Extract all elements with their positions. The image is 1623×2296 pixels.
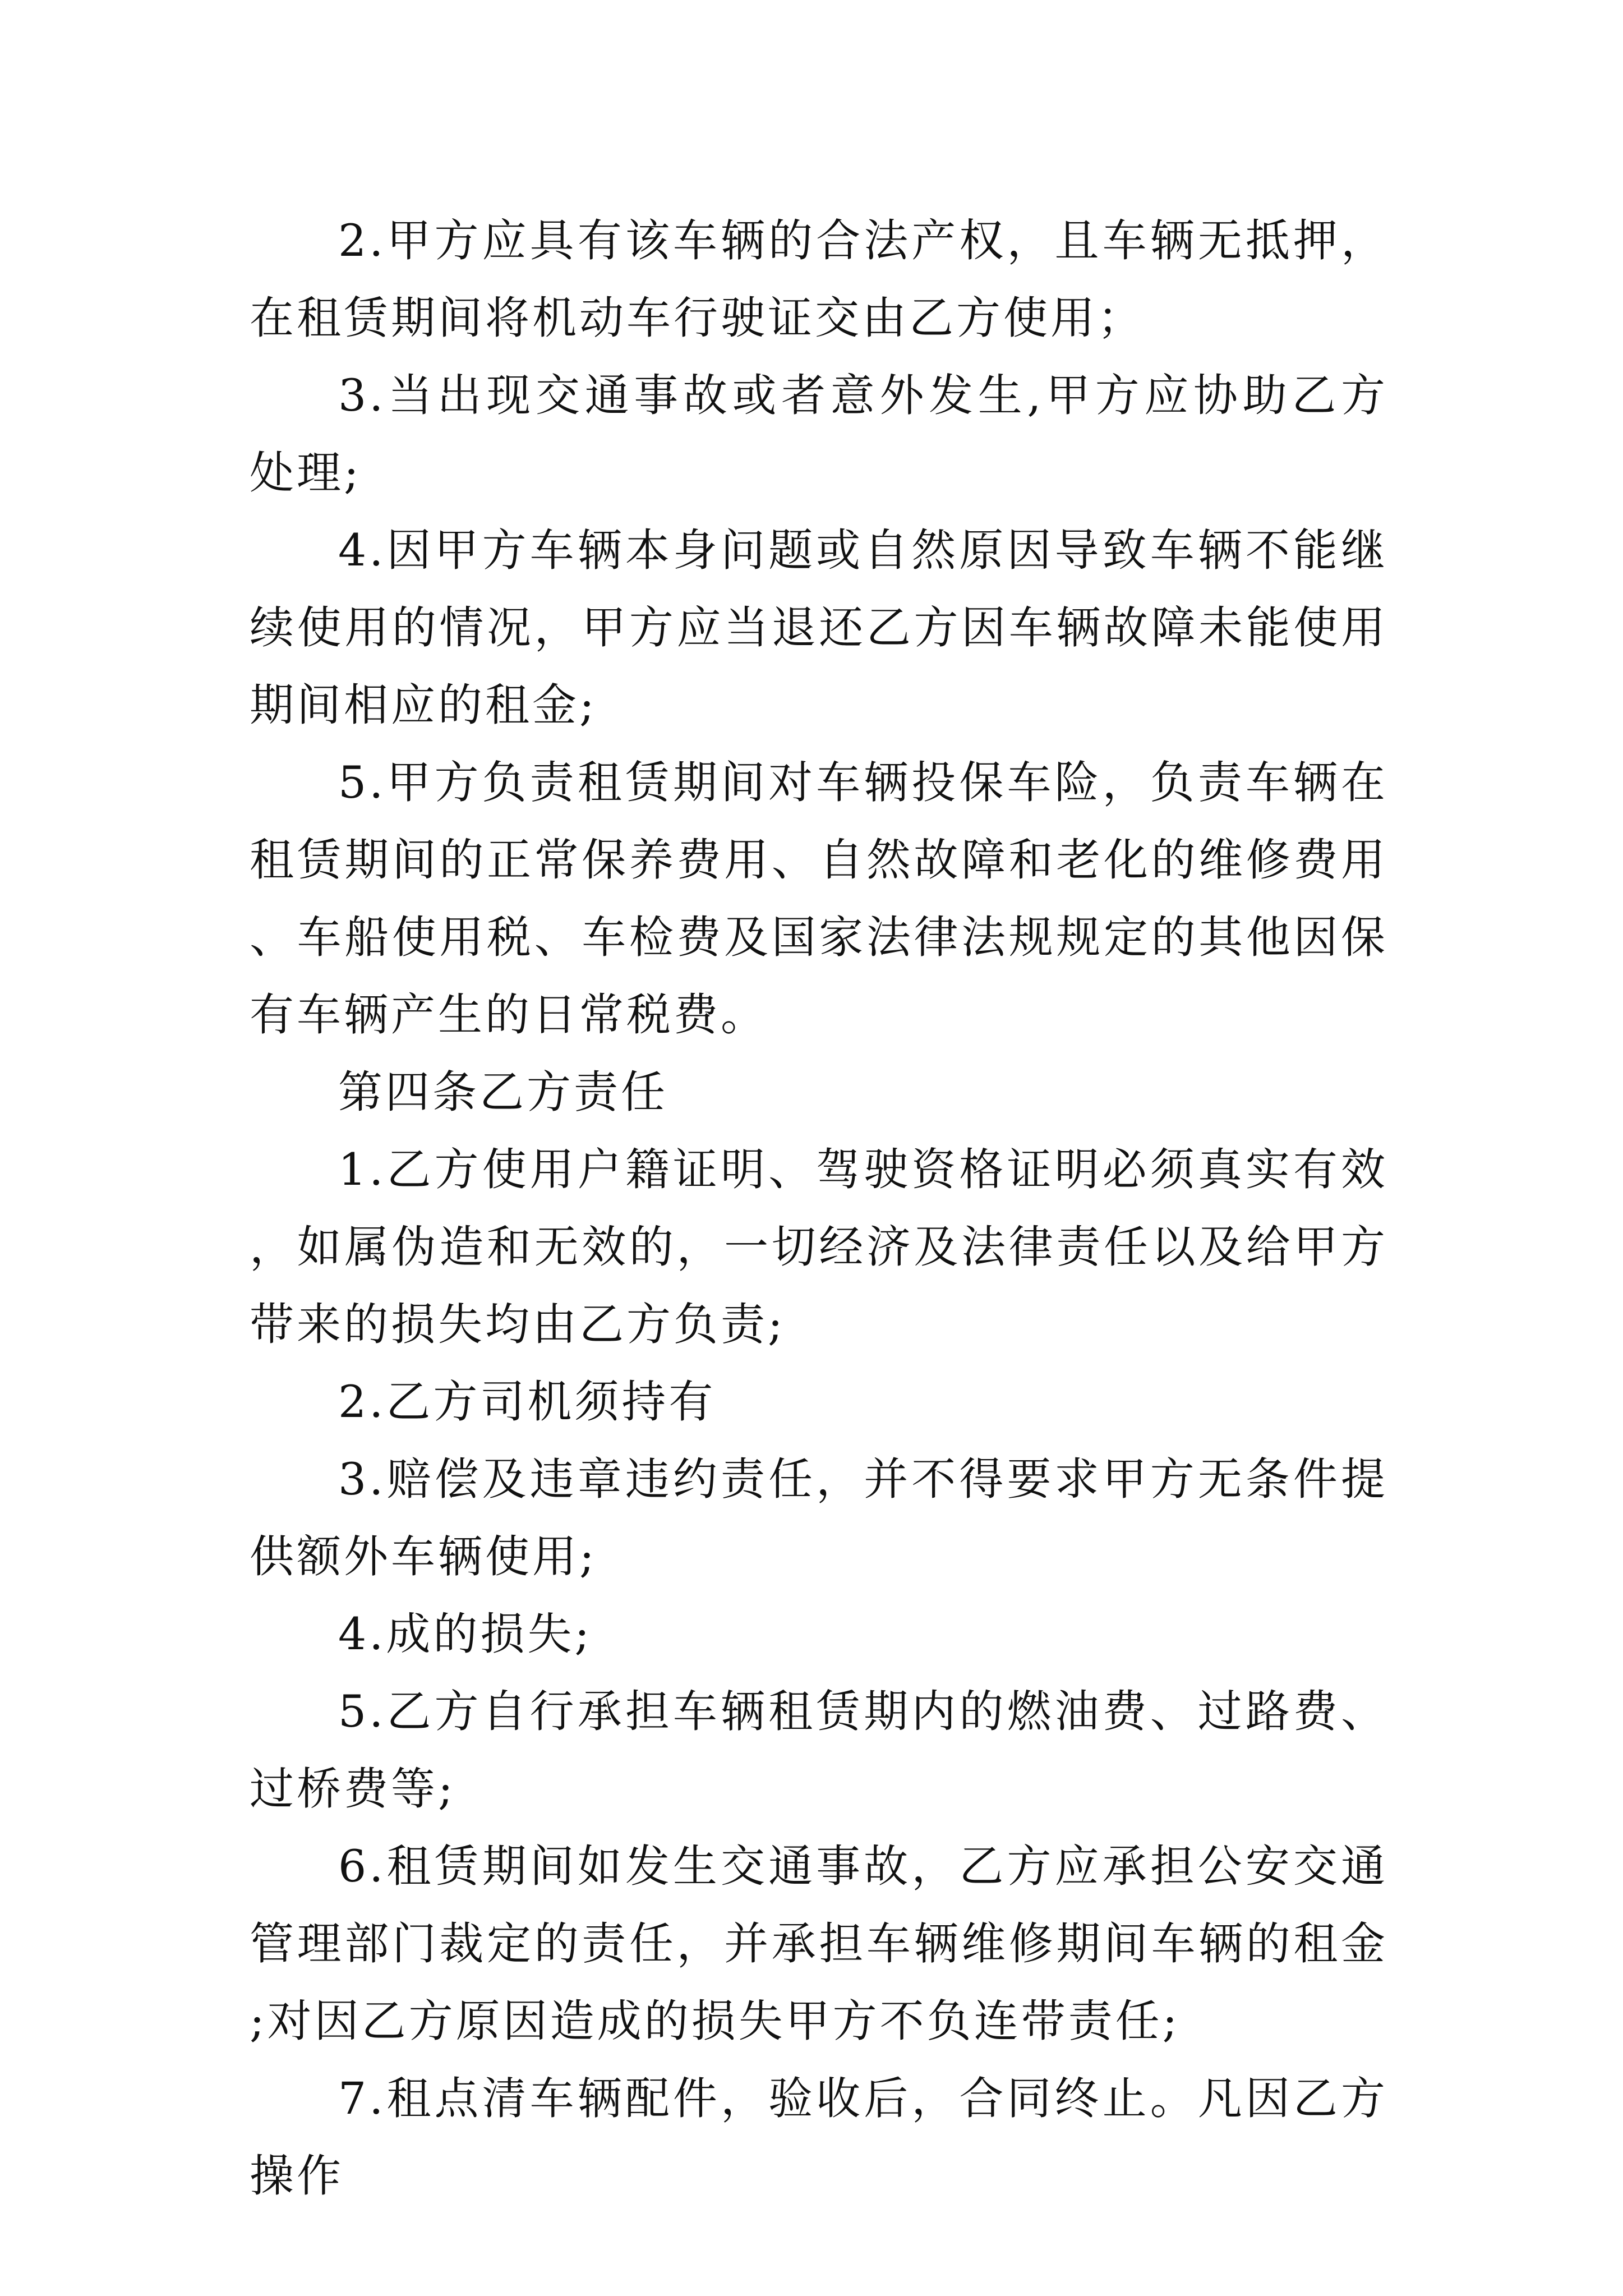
clause-paragraph-lessee-7: 7.租点清车辆配件，验收后，合同终止。凡因乙方操作	[250, 2073, 1388, 2202]
clause-paragraph-lessor-5: 5.甲方负责租赁期间对车辆投保车险，负责车辆在租赁期间的正常保养费用、自然故障和老化的维修费用、车船使用税、车检费及国家法律法规规定的其他因保有车辆产生的日常税费。	[250, 757, 1388, 1041]
clause-paragraph-lessee-1: 1.乙方使用户籍证明、驾驶资格证明必须真实有效，如属伪造和无效的，一切经济及法律责任以及给甲方带来的损失均由乙方负责;	[250, 1144, 1388, 1350]
clause-paragraph-lessor-4: 4.因甲方车辆本身问题或自然原因导致车辆不能继续使用的情况，甲方应当退还乙方因车辆故障未能使用期间相应的租金;	[250, 524, 1388, 731]
clause-paragraph-lessor-3: 3.当出现交通事故或者意外发生,甲方应协助乙方处理;	[250, 370, 1388, 499]
clause-paragraph-lessee-3: 3.赔偿及违章违约责任，并不得要求甲方无条件提供额外车辆使用;	[250, 1453, 1388, 1582]
section-heading-lessee-responsibilities: 第四条乙方责任	[338, 1066, 668, 1118]
clause-paragraph-lessee-6: 6.租赁期间如发生交通事故，乙方应承担公安交通管理部门裁定的责任，并承担车辆维修期间车辆的租金;对因乙方原因造成的损失甲方不负连带责任;	[250, 1841, 1388, 2047]
document-body	[250, 202, 1388, 2215]
clause-paragraph-lessee-2: 2.乙方司机须持有	[338, 1376, 716, 1428]
clause-paragraph-lessee-4: 4.成的损失;	[338, 1608, 592, 1660]
clause-paragraph-lessor-2: 2.甲方应具有该车辆的合法产权，且车辆无抵押，在租赁期间将机动车行驶证交由乙方使用；	[250, 215, 1388, 344]
clause-paragraph-lessee-5: 5.乙方自行承担车辆租赁期内的燃油费、过路费、过桥费等;	[250, 1686, 1388, 1815]
